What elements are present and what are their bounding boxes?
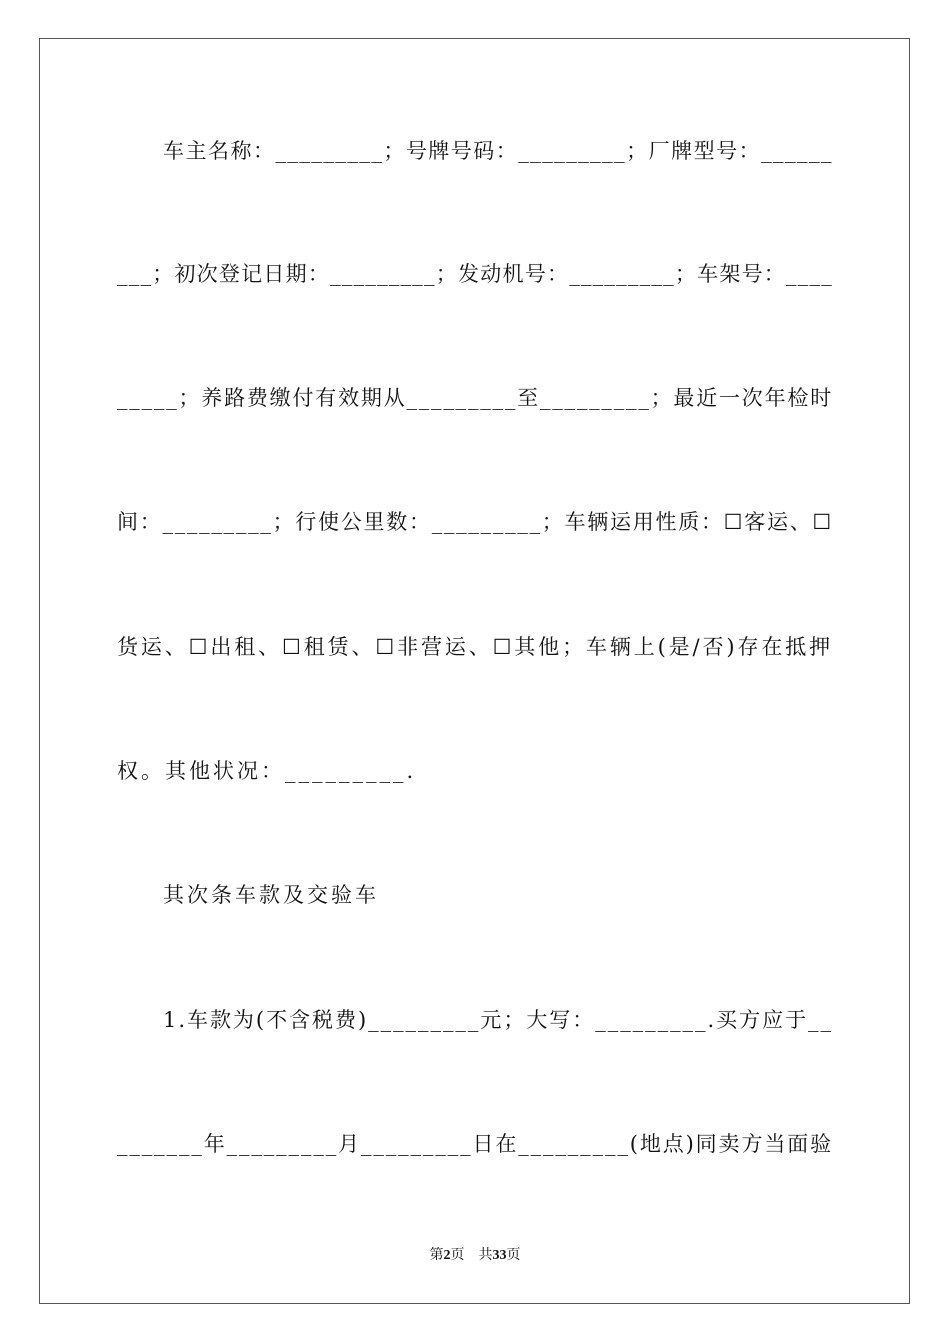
line-text: ___；初次登记日期：_________；发动机号：_________；车架号：____ [117,262,833,286]
page-suffix: 页 [506,1248,521,1263]
paragraph-line-4 [117,507,833,537]
page-footer [0,1246,950,1266]
heading-text: 其次条车款及交验车 [163,883,379,907]
line-text: 车主名称：_________；号牌号码：_________；厂牌型号：______ [163,139,833,163]
line-text: 间：_________；行使公里数：_________；车辆运用性质：☐客运、☐ [117,510,833,534]
line-text: 1.车款为(不含税费)_________元；大写：_________.买方应于__ [163,1008,833,1032]
page-border [39,38,910,1304]
paragraph-line-8 [117,1129,833,1159]
line-text: _______年_________月_________日在_________(地点)同卖方当面验 [117,1132,833,1156]
line-text: 权。其他状况：_________. [117,759,417,783]
page-total: 33 [492,1248,507,1263]
paragraph-line-3 [117,383,833,413]
paragraph-line-6 [117,756,833,786]
paragraph-line-2 [117,259,833,289]
page-prefix: 第 [429,1248,444,1263]
page-mid: 页 共 [450,1248,493,1263]
line-text: 货运、☐出租、☐租赁、☐非营运、☐其他；车辆上(是/否)存在抵押 [117,635,833,659]
section-heading [117,880,833,910]
line-text: _____；养路费缴付有效期从_________至_________；最近一次年检时 [117,386,833,410]
paragraph-line-5 [117,632,833,662]
paragraph-line-7 [117,1005,833,1035]
page-current: 2 [443,1248,451,1263]
paragraph-line-1 [117,136,833,166]
